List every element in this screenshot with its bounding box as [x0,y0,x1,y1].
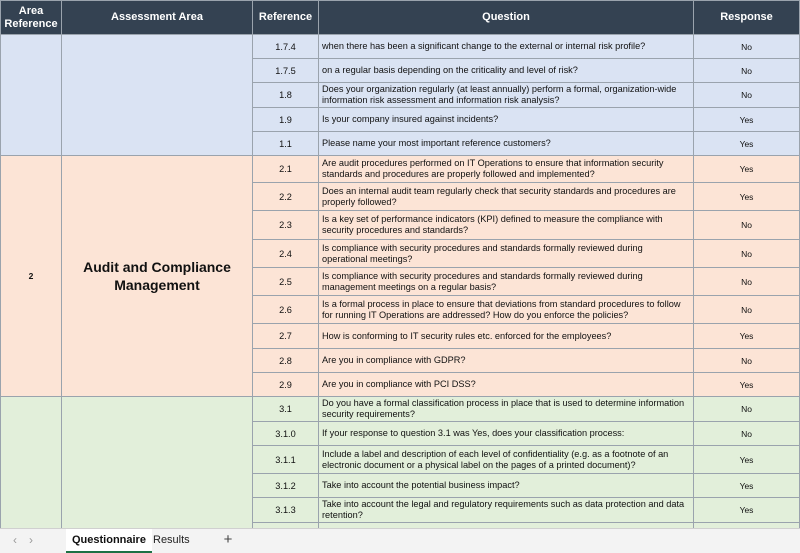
question-cell[interactable]: Does your organization regularly (at least annually) perform a formal, organization-wide information risk assessment and information risk analysis? [319,83,694,108]
area-name-cell[interactable] [62,397,253,547]
reference-cell[interactable]: 2.5 [253,268,319,296]
question-cell[interactable]: Include a label and description of each level of confidentiality (e.g. as a footnote of an electronic document or a physical label on the pages of a printed document)? [319,446,694,474]
reference-cell[interactable]: 2.6 [253,296,319,324]
response-cell[interactable]: Yes [694,324,800,349]
header-area-reference[interactable]: Area Reference [1,1,62,35]
question-cell[interactable]: If your response to question 3.1 was Yes, does your classification process: [319,422,694,446]
reference-cell[interactable]: 1.8 [253,83,319,108]
reference-cell[interactable]: 1.7.4 [253,35,319,59]
sheet-tab-results[interactable] [147,529,196,551]
sheet-tab-questionnaire[interactable] [66,529,152,553]
scroll-tabs-right-icon[interactable]: › [29,533,33,547]
response-cell[interactable]: Yes [694,108,800,132]
response-cell[interactable]: Yes [694,132,800,156]
table-row [1,397,800,422]
question-cell[interactable]: Are audit procedures performed on IT Operations to ensure that information security standards and procedures are properly followed and implemented? [319,156,694,183]
reference-cell[interactable]: 2.3 [253,211,319,240]
question-cell[interactable]: Is compliance with security procedures and standards formally reviewed during operational meetings? [319,240,694,268]
question-cell[interactable]: Are you in compliance with GDPR? [319,349,694,373]
scroll-tabs-left-icon[interactable]: ‹ [13,533,17,547]
area-name-cell[interactable]: Audit and Compliance Management [62,156,253,397]
response-cell[interactable]: No [694,83,800,108]
area-name-cell[interactable] [62,35,253,156]
response-cell[interactable]: Yes [694,156,800,183]
table-row [1,35,800,59]
reference-cell[interactable]: 2.8 [253,349,319,373]
header-row [1,1,800,35]
reference-cell[interactable]: 2.2 [253,183,319,211]
reference-cell[interactable]: 3.1 [253,397,319,422]
reference-cell[interactable]: 3.1.2 [253,474,319,498]
sheet-tab-bar [0,528,800,553]
response-cell[interactable]: Yes [694,474,800,498]
add-sheet-icon[interactable]: + [223,531,233,548]
area-number-cell[interactable] [1,35,62,156]
reference-cell[interactable]: 2.1 [253,156,319,183]
response-cell[interactable]: No [694,211,800,240]
reference-cell[interactable]: 3.1.0 [253,422,319,446]
response-cell[interactable]: No [694,240,800,268]
question-cell[interactable]: How is conforming to IT security rules etc. enforced for the employees? [319,324,694,349]
response-cell[interactable]: No [694,397,800,422]
header-reference[interactable]: Reference [253,1,319,35]
reference-cell[interactable]: 1.1 [253,132,319,156]
header-question[interactable]: Question [319,1,694,35]
response-cell[interactable]: Yes [694,373,800,397]
reference-cell[interactable]: 1.9 [253,108,319,132]
response-cell[interactable]: No [694,296,800,324]
question-cell[interactable]: on a regular basis depending on the criticality and level of risk? [319,59,694,83]
header-assessment-area[interactable]: Assessment Area [62,1,253,35]
response-cell[interactable]: No [694,59,800,83]
area-number-cell[interactable] [1,397,62,547]
question-cell[interactable]: when there has been a significant change to the external or internal risk profile? [319,35,694,59]
question-cell[interactable]: Do you have a formal classification process in place that is used to determine information security requirements? [319,397,694,422]
response-cell[interactable]: Yes [694,183,800,211]
response-cell[interactable]: No [694,268,800,296]
sheet-tab-label: Questionnaire [72,534,146,546]
question-cell[interactable]: Are you in compliance with PCI DSS? [319,373,694,397]
response-cell[interactable]: Yes [694,446,800,474]
table-row [1,156,800,183]
response-cell[interactable]: No [694,422,800,446]
response-cell[interactable]: Yes [694,498,800,523]
reference-cell[interactable]: 3.1.1 [253,446,319,474]
question-cell[interactable]: Take into account the legal and regulatory requirements such as data protection and data retention? [319,498,694,523]
reference-cell[interactable]: 3.1.3 [253,498,319,523]
response-cell[interactable]: No [694,349,800,373]
question-cell[interactable]: Is a key set of performance indicators (KPI) defined to measure the compliance with security procedures and standards? [319,211,694,240]
reference-cell[interactable]: 1.7.5 [253,59,319,83]
question-cell[interactable]: Is a formal process in place to ensure that deviations from standard procedures to follow for running IT Operations are addressed? How do you enforce the policies? [319,296,694,324]
question-cell[interactable]: Does an internal audit team regularly check that security standards and procedures are properly followed? [319,183,694,211]
area-number-cell[interactable]: 2 [1,156,62,397]
question-cell[interactable]: Please name your most important reference customers? [319,132,694,156]
reference-cell[interactable]: 2.4 [253,240,319,268]
question-cell[interactable]: Is your company insured against incidents? [319,108,694,132]
question-cell[interactable]: Take into account the potential business impact? [319,474,694,498]
question-cell[interactable]: Is compliance with security procedures and standards formally reviewed during management meetings on a regular basis? [319,268,694,296]
response-cell[interactable]: No [694,35,800,59]
reference-cell[interactable]: 2.7 [253,324,319,349]
header-response[interactable]: Response [694,1,800,35]
sheet-tab-label: Results [153,534,190,546]
reference-cell[interactable]: 2.9 [253,373,319,397]
